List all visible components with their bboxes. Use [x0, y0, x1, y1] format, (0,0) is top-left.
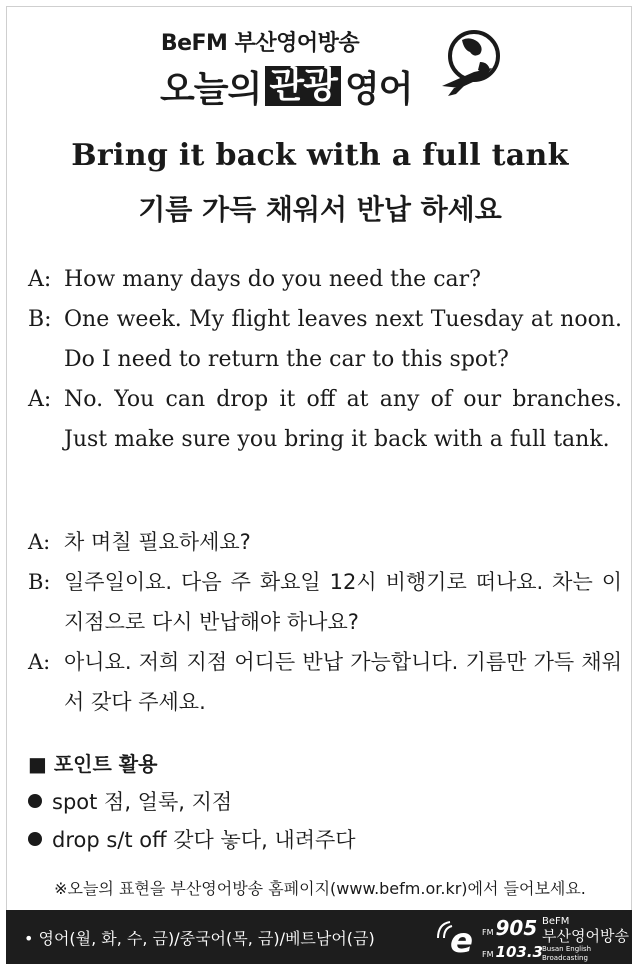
points-heading: ■ 포인트 활용 [28, 752, 158, 776]
dialog-line [28, 260, 622, 300]
speaker-label: B: [28, 307, 52, 332]
speaker-label: A: [28, 267, 52, 292]
speaker-label: A: [28, 530, 51, 554]
speaker-label: B: [28, 570, 51, 594]
dialog-line [28, 522, 622, 562]
station-small: BeFM [542, 916, 570, 927]
dialog-line [28, 562, 622, 642]
point-item [28, 786, 232, 816]
brand-top: BeFM 부산영어방송 [160, 31, 360, 56]
station-english: Busan English Broadcasting [542, 945, 592, 962]
station-name: 부산영어방송 [542, 927, 629, 945]
speaker-label: A: [28, 387, 52, 412]
dialog-text: 아니요. 저희 지점 어디든 반납 가능합니다. 기름만 가득 채워서 갖다 주세요. [64, 650, 622, 714]
dialog-text: No. You can drop it off at any of our branches. Just make sure you bring it back with a full tank. [64, 387, 622, 452]
frequency [482, 918, 543, 964]
fm-label: FM [482, 950, 494, 959]
bullet-icon [28, 832, 42, 846]
dialog-korean [28, 522, 622, 722]
speaker-label: A: [28, 650, 51, 674]
title-english: Bring it back with a full tank [71, 138, 569, 173]
homepage-notice: ※오늘의 표현을 부산영어방송 홈페이지(www.befm.or.kr)에서 들어보세요. [54, 879, 586, 898]
point-item [28, 824, 356, 854]
brand-suffix: 영어 [344, 68, 413, 110]
brand-logo [160, 64, 412, 108]
dialog-text: 차 며칠 필요하세요? [64, 530, 251, 554]
dialog-line [28, 642, 622, 722]
dialog-text: One week. My flight leaves next Tuesday at noon. Do I need to return the car to this spot? [64, 307, 622, 372]
brand-boxed: 관광 [265, 66, 341, 106]
footer-bar [6, 910, 632, 964]
dialog-english [28, 260, 622, 460]
title-korean: 기름 가득 채워서 반납 하세요 [138, 193, 502, 226]
dialog-text: 일주일이요. 다음 주 화요일 12시 비행기로 떠나요. 차는 이 지점으로 다시 반납해야 하나요? [64, 570, 622, 634]
svg-text:e: e [450, 921, 474, 960]
bullet-icon [28, 794, 42, 808]
language-schedule: • 영어(월, 화, 수, 금)/중국어(목, 금)/베트남어(금) [24, 929, 375, 948]
point-text: spot 점, 얼룩, 지점 [52, 790, 233, 814]
dialog-line [28, 380, 622, 460]
station-block [542, 916, 632, 963]
fm-label: FM [482, 928, 494, 937]
point-text: drop s/t off 갖다 놓다, 내려주다 [52, 828, 356, 852]
dialog-line [28, 300, 622, 380]
freq-1: 905 [495, 916, 538, 940]
brand-prefix: 오늘의 [160, 68, 262, 110]
dialog-text: How many days do you need the car? [64, 267, 481, 292]
freq-2: 103.3 [495, 943, 543, 961]
globe-airplane-icon [440, 28, 502, 98]
